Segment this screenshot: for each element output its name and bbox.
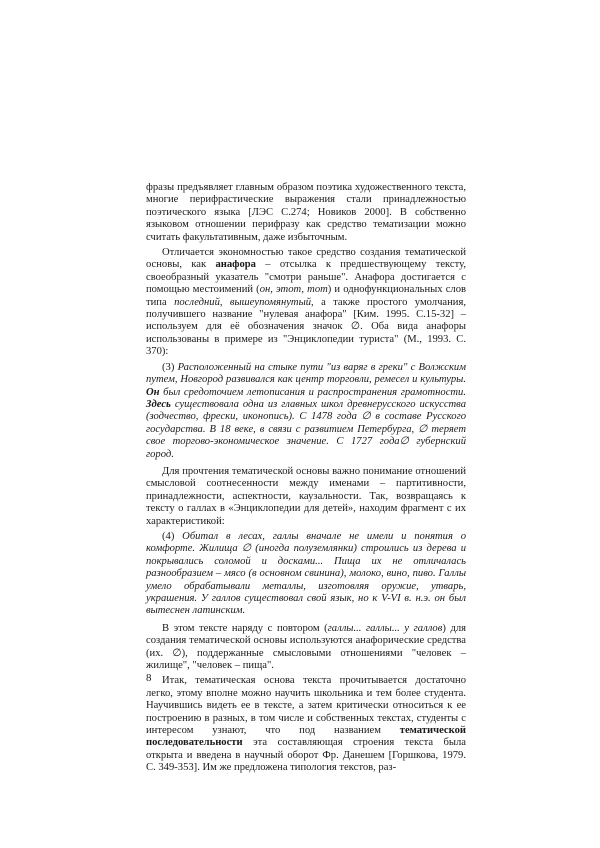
paragraph-relations: Для прочтения тематической основы важно понимание отношений смысловой соотнесенности между именами – партитивности, принадлежности, аспектности, каузальности. Так, возвращаясь к тексту о галлах в «Энциклопедии для детей», находим фрагмент с их характеристикой:	[146, 465, 466, 527]
paragraph-anaphora	[146, 247, 466, 359]
text-span: Расположенный на стыке пути "из варяг в греки" с Волжским путем, Новгород развивался как центр торговли, ремесел и культуры.	[146, 361, 466, 386]
text-span: был средоточием летописания и распространения грамотности.	[159, 386, 466, 398]
example-number: (4)	[162, 530, 175, 542]
bold-span: Здесь	[146, 398, 171, 410]
text-span: – отсылка к предшествующему тексту, своеобразный указатель "смотри раньше". Анафора достигается с помощью местоимений (	[146, 259, 466, 296]
bold-span: Он	[146, 386, 160, 398]
page-number: 8	[146, 672, 152, 684]
page-body	[146, 182, 466, 778]
term-thematic-sequence: тематической последовательности	[146, 725, 466, 749]
example-3	[146, 362, 466, 461]
text-span: ) и однофункциональных слов типа	[146, 284, 466, 308]
term-anaphora: анафора	[215, 259, 256, 271]
italic-span: галлы... галлы... у галлов	[327, 622, 443, 634]
text-span: существовала одна из главных школ древнерусского искусства (зодчество, фрески, иконопись). С 1478 года ∅ в составе Русского государства. В 18 веке, в связи с развитием Петербурга, ∅ теряет свое торгово-экономическое значение. С 1727 года∅ губернский город.	[146, 398, 466, 460]
text-span: Отличается экономностью такое средство создания тематической основы, как	[146, 247, 466, 271]
example-4	[146, 531, 466, 618]
text-span: В этом тексте наряду с повтором (	[162, 622, 328, 634]
text-span: Обитал в лесах, галлы вначале не имели и понятия о комфорте. Жилища ∅ (иногда полуземлянки) строились из дерева и покрывались соломой и досками... Пища их не отличалась разнообразием – мясо (в основном свинина), молоко, вино, пиво. Галлы умело обрабатывали металлы, изготовляя оружие, утварь, украшения. У галлов существовал свой язык, но к V-VI в. н.э. он был вытеснен латинским.	[146, 530, 466, 617]
paragraph-repetition	[146, 623, 466, 673]
text-span: эта составляющая строения текста была открыта и введена в научный оборот Фр. Данешем [Горшкова, 1979. С. 349-353]. Им же предложена типология текстов, раз-	[146, 737, 466, 774]
text-span: ) для создания тематической основы используются анафорические средства (их. ∅), поддержанные смысловыми отношениями "человек – жилище", "человек – пища".	[146, 622, 466, 672]
text-span: Итак, тематическая основа текста прочитывается достаточно легко, этому вполне можно научить школьника и тем более студента. Научившись видеть ее в тексте, а затем критически относиться к ее построению в разных, в том числе и собственных текстах, студенты с интересом узнают, что под названием	[146, 675, 466, 737]
paragraph-1: фразы предъявляет главным образом поэтика художественного текста, многие перифрастические выражения стали принадлежностью поэтического языка [ЛЭС С.274; Новиков 2000]. В собственно языковом отношении перифразу как средство тематизации можно считать факультативным, даже избыточным.	[146, 182, 466, 243]
italic-span: он, этот, тот	[259, 284, 328, 296]
italic-span: последний, вышеупомянутый	[174, 296, 312, 308]
example-number: (3)	[162, 361, 175, 373]
paragraph-conclusion	[146, 675, 466, 774]
text-span: , а также простого умолчания, получившего название "нулевая анафора" [Ким. 1995. С.15-32] – используем для её обозначения значок ∅. Оба вида анафоры использованы в примере из "Энциклопедии туриста" (М., 1993. С. 370):	[146, 296, 466, 358]
